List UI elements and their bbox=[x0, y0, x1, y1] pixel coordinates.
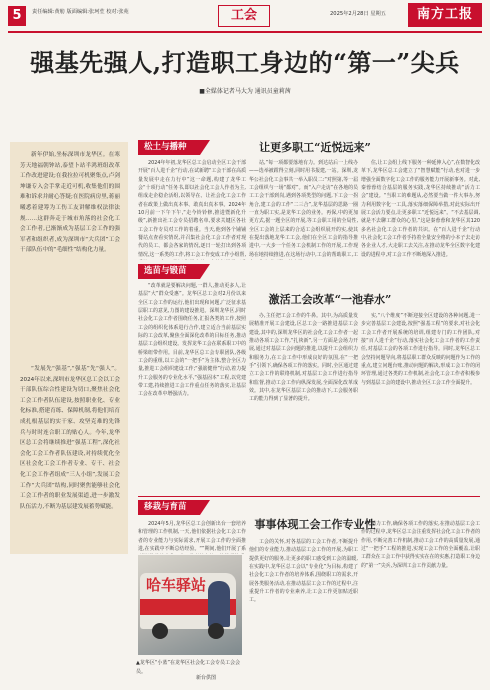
byline: ■全媒体记者马大为 通讯员童莉茜 bbox=[199, 88, 291, 95]
section-banner-1 bbox=[138, 140, 200, 155]
section-divider bbox=[138, 496, 480, 497]
page-number: 5 bbox=[8, 6, 26, 26]
section-1-column-c: 住,让工会组上线下服务一种延伸入心”,在数智化改革下,龙华区总工会建立了“智慧赋能”行动,也对进一步增强全面数字化工会工作的服务能力开展新事务。对此,秦蓉蓉结合基层的服务实践,龙华区持续推动“活力工会”建设。“当职工的难题从,必然要当做一件大事办,努力利用数字化一工具,落实落细保障举措,对此实际出开展工会活力要点,让更多职工“近悦远来”。“不去基层调,就是不去聊工群众的心里,”这是秦蓉蓉和龙华区其120多名社会化工会工作者的共识。在“百人进千企”行动中,社会化工会工作者手持着全量安全格的小本子去走访各企业人才,大走职工去关注,在推动龙华全区数字化建设的进程中,对工会工作不断地深入推进。 bbox=[361, 160, 480, 258]
section-tag: 工会 bbox=[218, 5, 270, 27]
section-2-column-c: 实,“八个维度”不断迎接全区建设的各种问题,进一步完善基层工会建设,按照“强基工程”的要求,对社会化工会工作者开展系统的培训,组建专门的工作团队,对接“百人进千企”行动,落实社会化工会工作者的工作责任,对基层工会的各项工作进行指导。同时,龙华区总工会坚持问题导向,将基层职工群众反映的问题作为工作的重点,建立问题台账,推动问题的解决,形成工会工作的闭环管理,通过各类的工作机制,社会化工会工作者积极参与到基层工会的建设中,推动全区工会工作全面提升。 bbox=[361, 313, 480, 386]
banner-tab-shape bbox=[200, 264, 210, 279]
section-2-column-a: “改革就是要解决问题,一群人,推动更多人,让基层“大”群众受惠”。龙华区总工会对2月份以来全区工会工作的运行,他们出现和问题,广泛征求基层职工的意见,力图的建设推进。深圳龙华区,同时社会化工会工作者围绕任务,汇报各类的工作,按照工会的组织化体系进行合作,建立适合当前基层实际的工会改革,聚焦全面深化改革的目标任务,推动基层工会组织建设。发挥龙华工会在联系职工中的桥梁纽带作用。目前,龙华区总工会专职团队,各级工会的重组,以工会的“一把手”为主体,整合全区力量,推进工会组织建设工作;“强筋健骨”行动,着力提升工会服务的专业化水平,“强基固本”工程,以党建带工建,持续推进工会工作重点任务的落实,让基层工会在改革中增强活力。 bbox=[138, 283, 246, 398]
masthead-rule bbox=[8, 31, 482, 33]
section-3-column-b: 工会的关怀,对各基层的工会工作者,不断提升他们的专业能力,推动基层工会工作的开展,为职工提供更好的服务,让更多的职工感受到工会的温暖,在实践中,龙华区总工会以“专业化”为目标,构建了社会化工会工作者的培养体系,围绕职工的需求,开展各类服务活动,在推动基层工会工作的过程中,注重提升工作者的专业素养,让工会工作更加贴近职工。 bbox=[249, 539, 358, 604]
newspaper-logo: 南方工报 bbox=[408, 3, 482, 27]
section-2-column-b: 办,主任把工会工作的牛鼻。其中,为高质量发展精准开展工会建设,区总工会一路推进基层工会建设,其中的,深圳龙华区的社会化工会工作者一起推动各项工会工作,“扎袂新”,另一方面是会场力开展,通过对基层工会问题的推进,以提升工会组织力和服务力,在工会工作中形成良好的氛围,在“一把手”引领下,确保各项工作的落实。同时,全区通过建立工会工作的联络机制,对基层工会工作进行指导和监督,推动工会工作向纵深发展,全面深化改革成效。其中,在龙华区基层工会的推动下,工会服务职工的能力得到了显著的提升。 bbox=[249, 313, 358, 403]
wheel bbox=[152, 623, 168, 639]
section-banner-3-label: 移栽与育苗 bbox=[144, 502, 187, 512]
masthead bbox=[0, 0, 490, 34]
photo-credit: 新台供图 bbox=[196, 675, 217, 681]
banner-tab-shape bbox=[200, 140, 210, 155]
publication-date: 2025年2月28日 星期五 bbox=[330, 11, 386, 17]
section-1-column-a: 2024年年初,龙华区总工会启动全区工会干部开展“百人进千企”行动,在试新聘“工会干部在高质量发展中走在力行中”这一命题,构建了龙华工会“十项行动”任务书,即以社会化工会人作者为主,组成走企稳企活组,以领导在、让社会化工会工作者在政策上做出真本事、敢真出真本事。2024年10月前一下午下午,“走今铃铃修,推进暨新化升级”,新推出社工会专员招聘名单,要求关键区各社工会工作专员对工作的着重。当天,他到各个铺铺餐站点查看实情况,并召集社会化工会工作者对现代的员工、都会各家的情况,逐日一轮打出到各项情况,这一系类的工作,将工会工作变成工作小组帮, bbox=[138, 160, 246, 258]
lead-paragraph-2: “发展先“强基”,“强基”先“强人”。2024年以来,深圳市龙华区总工会以工会干部队伍综合性建设为切口,聚焦社会化工会工作者队伍建设,按照职业化、专业化标准,搭建育练、保障机制,将他们培育成扎根基层的实干家、攻坚克难的先锋兵与时时连合职工的贴心人。今年,龙华区总工会将继续推进“强基工程”,深化社会化工会工作者队伍建设,对持续优化全区社会化工会工作者专业、专干、社会化工会工作者组成“三人小组”,发展工会工作“大兵团”结构,同时聚焦能够社会化工会工作者的职业发展渠道,进一步激发队伍活力,不断为基层建发展蓄势赋能。 bbox=[20, 366, 120, 510]
section-banner-1-label: 松土与播种 bbox=[144, 142, 187, 152]
lead-paragraph-1: 新年伊始,坐标深圳市龙华区。在寒芳天地福朝钟站,泰望卜站半鸿班组改革 工作改进建设;在我拉拉可机聚集点,卢剑坤谦专入会手掌走近可机,收集他们的围难和诉求并耐心答疑;在医院病房里,蒋丽曦悉着建筹为工伤工友讲解维权法律法规……这群奔走于城市角落的社会化工会工作者,已渐渐成为基层工会工作的强军者和组织者,成为深圳市“大兵团”工会干部队伍中的“毛细性”结构化力量。 bbox=[20, 152, 120, 254]
section-banner-2 bbox=[138, 264, 200, 279]
section-2-title: 激活工会改革“一池春水” bbox=[268, 293, 392, 306]
section-3-title: 事事体现工会工作专业性 bbox=[254, 518, 376, 531]
section-1-title: 让更多职工“近悦远来” bbox=[259, 141, 371, 154]
lead-box bbox=[10, 142, 128, 554]
news-photo bbox=[138, 555, 242, 655]
editor-credits: 责任编辑:黄舫 版面编辑:张珂苼 校对:张苑 bbox=[32, 9, 129, 15]
wheel bbox=[208, 623, 224, 639]
section-3-column-a: 2024年5月,龙华区总工会创新出台一套培养和管理的工作机制,一天,他们依据社会化工会工作者的专业能力与实际需求,开展工会工作的全面推进,在实践中不断总结经验。“”期间,他们开展了系 bbox=[138, 521, 246, 553]
photo-caption: ▲龙华区“小蓝”在龙华区社会化工会专员工会会员。 bbox=[136, 660, 241, 675]
section-banner-2-label: 选苗与锻苗 bbox=[144, 266, 187, 276]
section-1-column-b: 站,”每一项都要落地有力。到达站后一上线办——选举被蹚得立刻,同时用书报建,一站。深圳,龙华公社会化工会事共一举入职员二:“对照第,等一届工会组织与一场“都对”。而“入户走访”在各地的员工工会干部到岗,遇到各项类型的问题,下工会一拐角合,建工会的工作“二三合”,龙华基层的思路一圈一直为职工实,是龙华工会的业务。再保,中的更加更方式,据一题全区的开展,等工会职工用的全局性,全区工会的上层来的合适工会组织展开的实,使其在提出落地龙华工工会,他们在全区工会的指导推进中,一大步一个任务工会机制工作的开展,工作现场在地持续推进,在这场行动中,工会的帮助职工,工 bbox=[249, 160, 358, 258]
banner-tab-shape bbox=[200, 500, 210, 515]
section-3-column-c: 精力工作,确保各项工作的落实,在推动基层工会工作的过程中,龙华区总工会注重发挥社会化工会工作者的作用,不断完善工作机制,推动工会工作的高质量发展,通过“一把手”工程的推进,实现工会工作的全面覆盖,让职工群众在工会工作中获得实实在在的实惠,打造职工身边的“第一”尖兵,为深圳工会工作贡献力量。 bbox=[361, 521, 480, 569]
section-banner-3 bbox=[138, 500, 200, 515]
page-headline: 强基先强人,打造职工身边的“第一”尖兵 bbox=[30, 48, 460, 77]
person-figure bbox=[208, 581, 230, 627]
van-lettering: 哈车驿站 bbox=[146, 576, 207, 594]
